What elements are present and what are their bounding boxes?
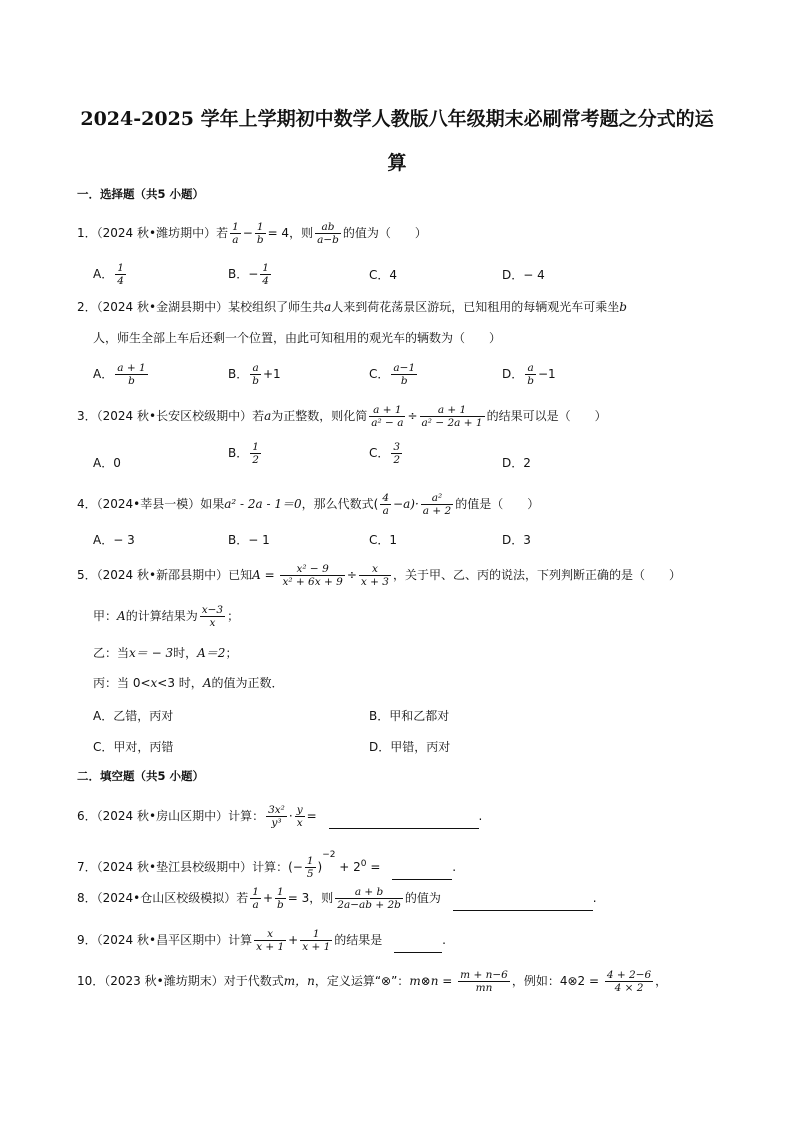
q2-option-a: A． $\frac{a + 1}{b}$: [93, 362, 146, 387]
question-8: 8．（2024•仓山区校级模拟）若 $\frac{1}{a}$ + $\frac{1}{b}$ = 3，则 $\frac{a + b}{2a-ab + 2b}$ 的值为 .: [77, 886, 597, 911]
q4-frac-2: $\frac{\text{a²}}{a + 2}$: [422, 492, 452, 517]
q2-option-d: D． $\frac{a}{b}$ −1: [502, 362, 556, 387]
q5-option-a: A．乙错，丙对: [93, 709, 174, 723]
q1-frac-2: $\frac{1}{b}$: [256, 221, 264, 246]
question-6: 6．（2024 秋•房山区期中）计算： $\frac{\text{3x²}}{\text{y³}}$ · $\frac{y}{x}$ = .: [77, 804, 483, 829]
q3-frac-2: $\frac{a + 1}{\text{a² − 2a + 1}}$: [421, 404, 483, 429]
q5-statement-yi: 乙：当x＝ − 3时，A＝2；: [93, 646, 238, 660]
q1-option-c: C．4: [369, 268, 398, 282]
q1-prefix: 1．（2024 秋•潍坊期中）若: [77, 226, 229, 240]
q1-minus: −: [242, 226, 253, 240]
q4-option-c: C．1: [369, 533, 398, 547]
q5-frac-2: $\frac{x}{x + 3}$: [360, 563, 389, 588]
q1-option-a: A． $\frac{1}{4}$: [93, 262, 124, 287]
q8-answer-blank[interactable]: [453, 896, 593, 911]
q3-option-a: A．0: [93, 456, 121, 470]
q5-frac-1: $\frac{\text{x² − 9}}{\text{x² + 6x + 9}}$: [282, 563, 343, 588]
q7-answer-blank[interactable]: [392, 865, 452, 880]
q7-frac-1: $\frac{1}{5}$: [306, 855, 314, 880]
section-heading-choice: 一．选择题（共5 小题）: [77, 187, 205, 201]
q2-option-b: B． $\frac{a}{b}$ +1: [228, 362, 281, 387]
q1-frac-1: $\frac{1}{a}$: [232, 221, 239, 246]
q6-answer-blank[interactable]: [329, 814, 479, 829]
q4-frac-1: $\frac{4}{a}$: [382, 492, 390, 517]
q1-suffix: 的值为（ ）: [342, 226, 427, 240]
q5-option-c: C．甲对，丙错: [93, 740, 174, 754]
question-2-line-2: 人，师生全部上车后还剩一个位置，由此可知租用的观光车的辆数为（ ）: [93, 331, 502, 345]
q4-option-a: A．− 3: [93, 533, 135, 547]
page-title-line2: 算: [387, 152, 407, 174]
q6-frac-1: $\frac{\text{3x²}}{\text{y³}}$: [268, 804, 285, 829]
q4-option-b: B．− 1: [228, 533, 270, 547]
q5-statement-jia: 甲：A的计算结果为 $\frac{x-3}{x}$ ；: [93, 604, 240, 629]
q1-frac-3: $\frac{ab}{a-b}$: [317, 221, 339, 246]
q9-answer-blank[interactable]: [394, 938, 442, 953]
section-heading-fill: 二．填空题（共5 小题）: [77, 769, 205, 783]
q5-option-d: D．甲错，丙对: [369, 740, 451, 754]
question-7: 7．（2024 秋•垫江县校级期中）计算：(− $\frac{1}{5}$ )$^{-2} + 2^0$ = .: [77, 850, 457, 880]
q5-statement-bing: 丙：当 0<x<3 时，A的值为正数．: [93, 676, 284, 690]
q1-option-b: B．− $\frac{1}{4}$: [228, 262, 269, 287]
q9-frac-1: $\frac{x}{x + 1}$: [256, 928, 285, 953]
question-1: [77, 221, 427, 246]
q9-frac-2: $\frac{1}{x + 1}$: [302, 928, 331, 953]
q1-option-d: D．− 4: [502, 268, 545, 282]
page-title-line1: 2024-2025 学年上学期初中数学人教版八年级期末必刷常考题之分式的运: [80, 108, 714, 130]
q8-frac-2: $\frac{1}{b}$: [277, 886, 284, 911]
question-5: 5．（2024 秋•新邵县期中）已知A = $\frac{\text{x² − 9}}{\text{x² + 6x + 9}}$ ÷ $\frac{x}{x + 3}$ ，关于甲、乙、丙的说法，下列判断正确的是（ ）: [77, 563, 681, 588]
q3-option-c: C． $\frac{3}{2}$: [369, 441, 401, 466]
q3-frac-1: $\frac{a + 1}{\text{a² − a}}$: [371, 404, 404, 429]
q8-frac-3: $\frac{a + b}{2a-ab + 2b}$: [337, 886, 401, 911]
q4-option-d: D．3: [502, 533, 531, 547]
q3-option-b: B． $\frac{1}{2}$: [228, 441, 259, 466]
question-4: 4．（2024•莘县一模）如果a² - 2a - 1＝0，那么代数式( $\frac{4}{a}$ −a)· $\frac{\text{a²}}{a + 2}$ 的值是（ ）: [77, 492, 540, 517]
q2-option-c: C． $\frac{a-1}{b}$: [369, 362, 416, 387]
q3-option-d: D．2: [502, 456, 531, 470]
q5-option-b: B．甲和乙都对: [369, 709, 450, 723]
question-9: 9．（2024 秋•昌平区期中）计算 $\frac{x}{x + 1}$ + $\frac{1}{x + 1}$ 的结果是 .: [77, 928, 446, 953]
q6-frac-2: $\frac{y}{x}$: [296, 804, 303, 829]
q10-frac-2: $\frac{4 + 2-6}{4 \times 2}$: [606, 969, 652, 994]
question-2-line-1: 2．（2024 秋•金湖县期中）某校组织了师生共a人来到荷花荡景区游玩，已知租用的每辆观光车可乘坐b: [77, 300, 627, 314]
question-3: 3．（2024 秋•长安区校级期中）若a为正整数，则化简 $\frac{a + 1}{\text{a² − a}}$ ÷ $\frac{a + 1}{\text{a² − 2a + 1}}$ 的结果可以是（ ）: [77, 404, 607, 429]
q8-frac-1: $\frac{1}{a}$: [252, 886, 259, 911]
q10-frac-1: $\frac{m + n-6}{mn}$: [460, 969, 508, 994]
question-10: 10．（2023 秋•潍坊期末）对于代数式m，n，定义运算“⊗”：m⊗n = $\frac{m + n-6}{mn}$ ，例如：4⊗2 = $\frac{4 + 2-6}{4 \times 2}$ ，: [77, 969, 668, 994]
q1-eq: = 4，则: [267, 226, 314, 240]
